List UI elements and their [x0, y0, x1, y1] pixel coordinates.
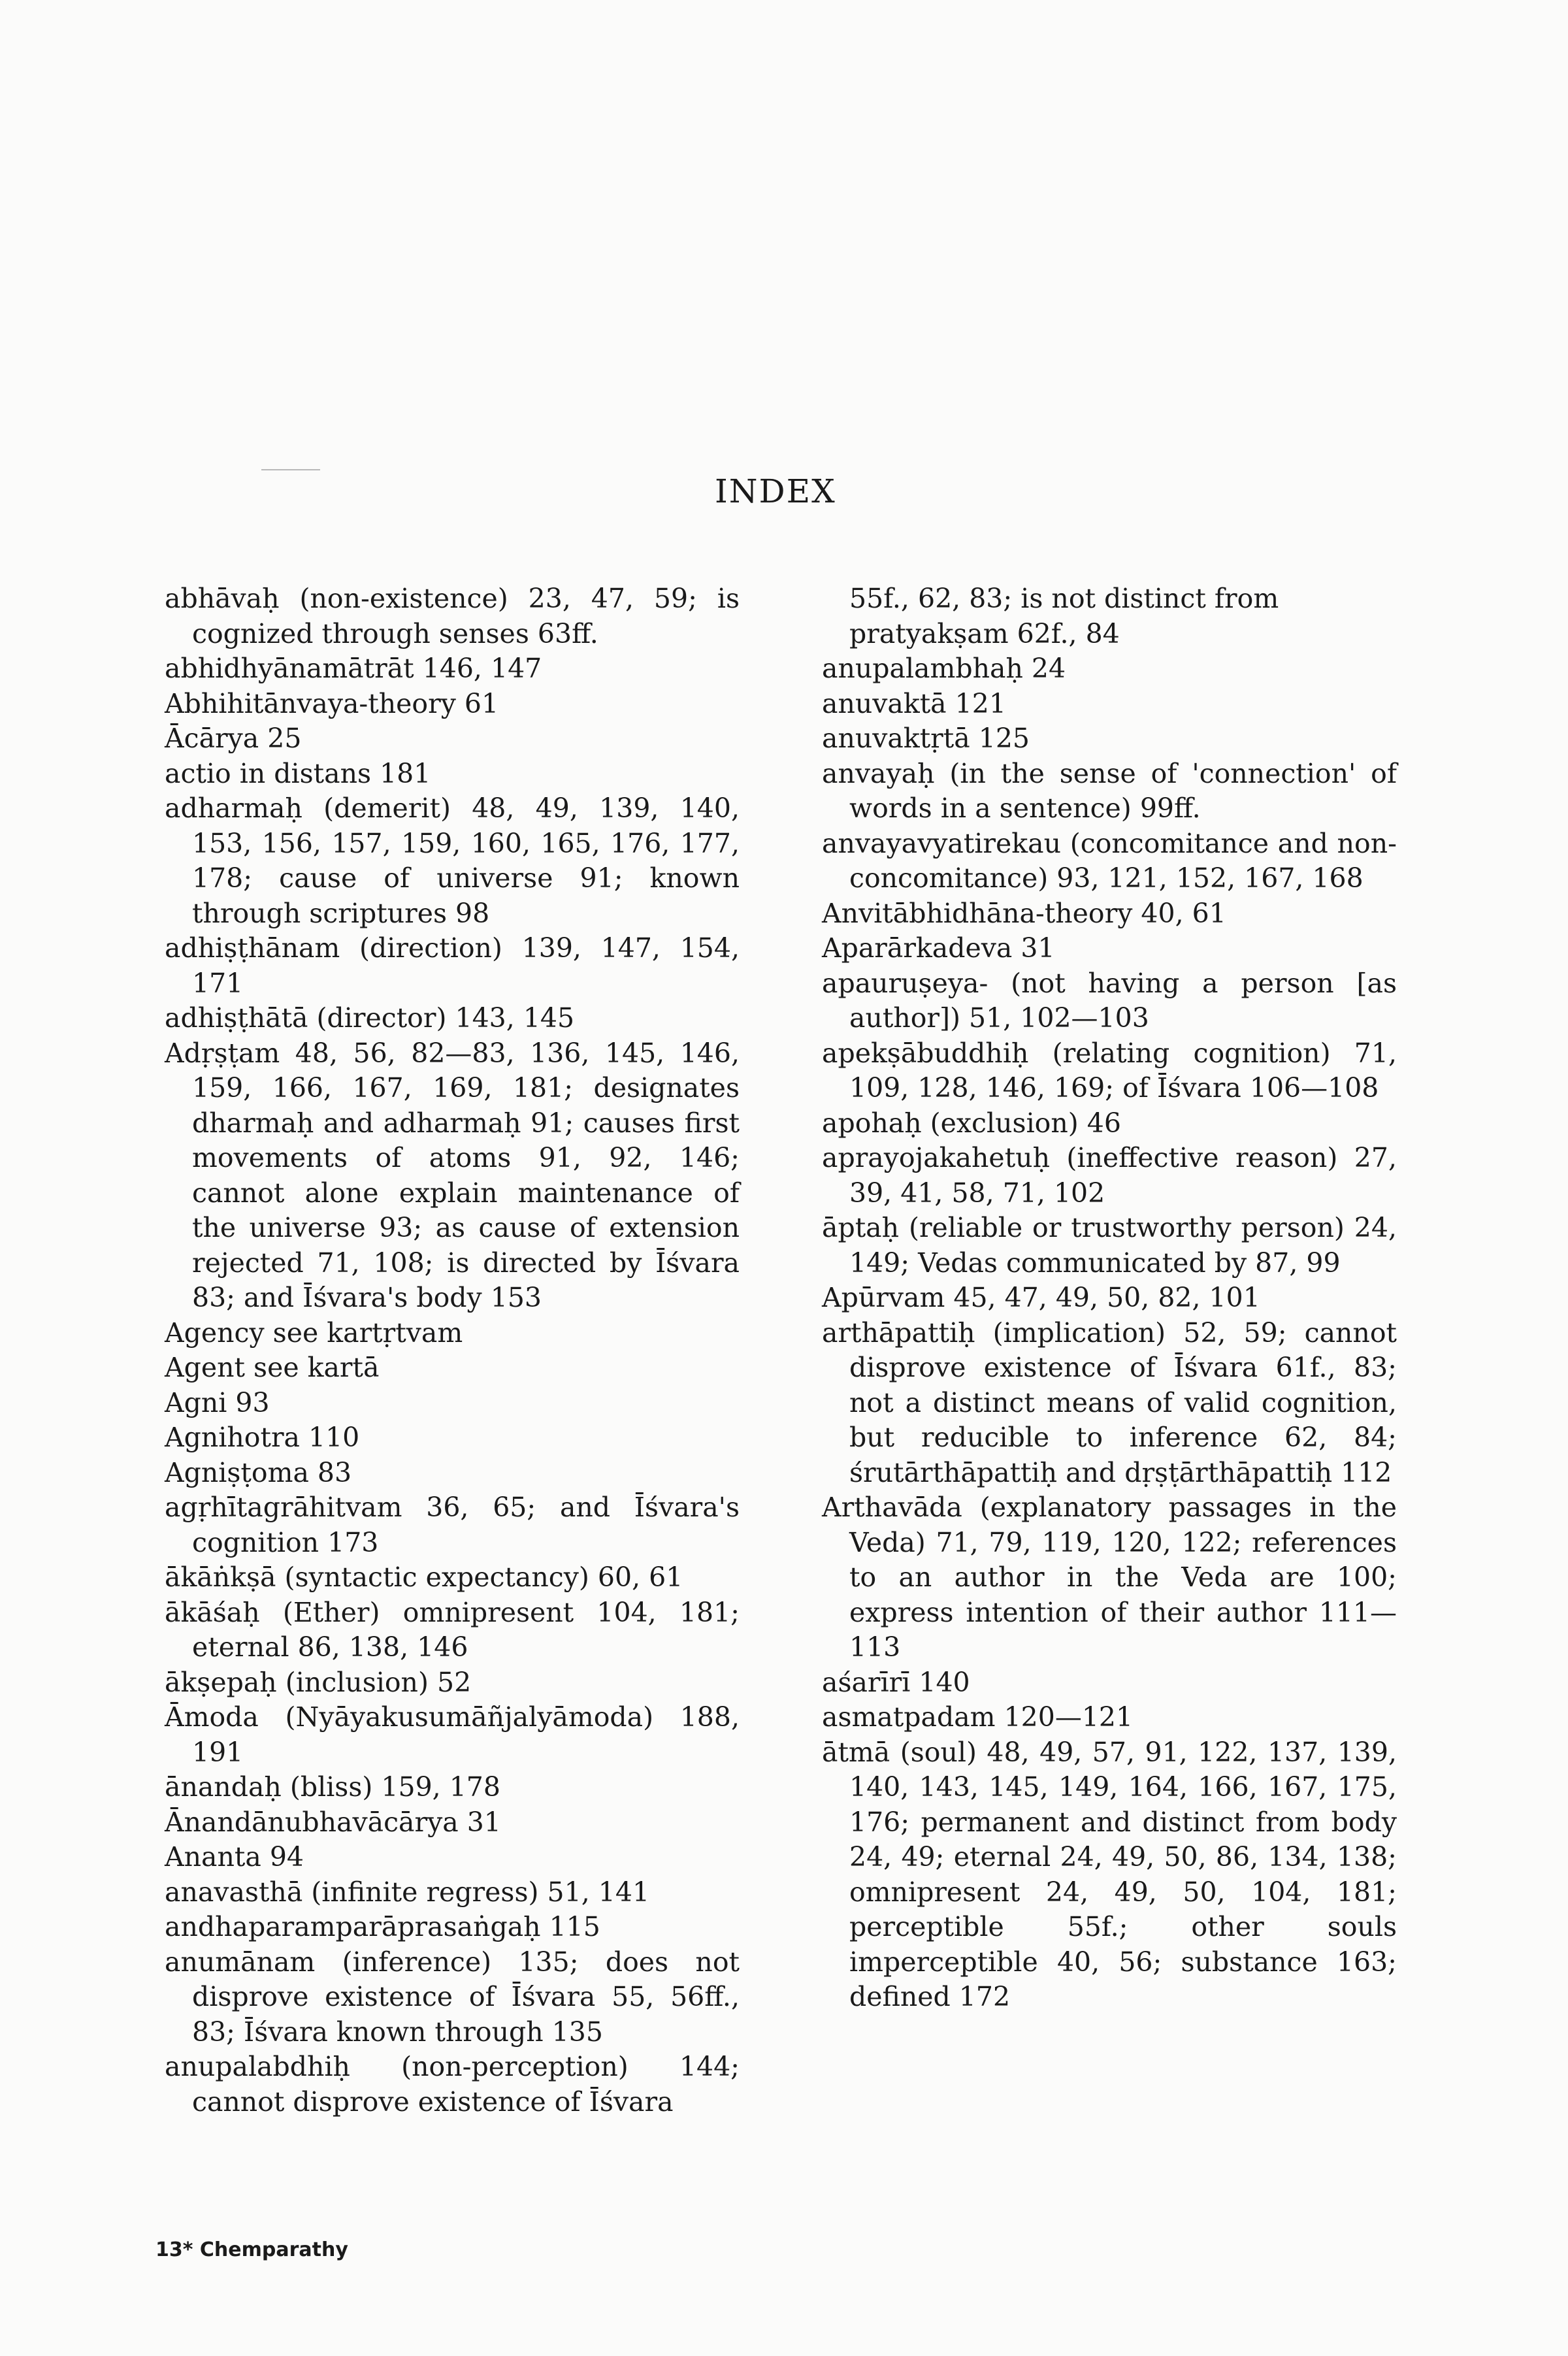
index-column-right	[822, 581, 1397, 2015]
index-entry: apekṣābuddhiḥ (relating cognition) 71, 109, 128, 146, 169; of Īśvara 106—108	[822, 1037, 1397, 1104]
index-entry: apauruṣeya- (not having a person [as author]) 51, 102—103	[822, 967, 1397, 1034]
index-entry: ākāṅkṣā (syntactic expectancy) 60, 61	[165, 1562, 683, 1593]
index-entry: āptaḥ (reliable or trustworthy person) 24, 149; Vedas communicated by 87, 99	[822, 1212, 1397, 1279]
index-entry: Apūrvam 45, 47, 49, 50, 82, 101	[822, 1282, 1260, 1313]
index-entry: Agnihotra 110	[165, 1422, 360, 1453]
index-entry: ākṣepaḥ (inclusion) 52	[165, 1666, 472, 1698]
index-entry: agṛhītagrāhitvam 36, 65; and Īśvara's cognition 173	[165, 1492, 740, 1558]
index-entry: anvayaḥ (in the sense of 'connection' of words in a sentence) 99ff.	[822, 757, 1397, 824]
index-entry: Abhihitānvaya-theory 61	[165, 687, 499, 719]
index-entry: ātmā (soul) 48, 49, 57, 91, 122, 137, 139, 140, 143, 145, 149, 164, 166, 167, 175, 176; permanent and distinct from body 24, 49; eternal 24, 49, 50, 86, 134, 138; omnipresent 24, 49, 50, 104, 181; perceptible 55f.; other souls imperceptible 40, 56; substance 163; defined 172	[822, 1736, 1397, 2012]
index-entry: arthāpattiḥ (implication) 52, 59; cannot disprove existence of Īśvara 61f., 83; not a distinct means of valid cognition, but reducible to inference 62, 84; śrutārthāpattiḥ and dṛṣṭārthāpattiḥ 112	[822, 1317, 1397, 1488]
index-entry: actio in distans 181	[165, 757, 431, 789]
index-entry: Agency see kartṛtvam	[165, 1317, 463, 1349]
index-entry: anavasthā (infinite regress) 51, 141	[165, 1876, 650, 1908]
index-entry: Anvitābhidhāna-theory 40, 61	[822, 897, 1226, 929]
index-entry: Agent see kartā	[165, 1352, 380, 1383]
index-entry: Āmoda (Nyāyakusumāñjalyāmoda) 188, 191	[165, 1701, 740, 1768]
index-entry: anuvaktā 121	[822, 687, 1006, 719]
index-entry: Aparārkadeva 31	[822, 932, 1055, 964]
scan-mark	[261, 469, 320, 470]
index-entry: anupalambhaḥ 24	[822, 653, 1066, 684]
index-entry: adharmaḥ (demerit) 48, 49, 139, 140, 153, 156, 157, 159, 160, 165, 176, 177, 178; cause of universe 91; known through scriptures 98	[165, 793, 740, 929]
index-entry: apohaḥ (exclusion) 46	[822, 1107, 1121, 1139]
index-entry: aprayojakahetuḥ (ineffective reason) 27, 39, 41, 58, 71, 102	[822, 1142, 1397, 1209]
index-entry: ākāśaḥ (Ether) omnipresent 104, 181; eternal 86, 138, 146	[165, 1596, 740, 1663]
index-column-left	[165, 581, 740, 2119]
index-entry: ānandaḥ (bliss) 159, 178	[165, 1771, 500, 1803]
index-entry: asmatpadam 120—121	[822, 1701, 1134, 1733]
index-entry: Ānandānubhavācārya 31	[165, 1806, 501, 1838]
index-entry: abhidhyānamātrāt 146, 147	[165, 653, 542, 684]
page-title: INDEX	[715, 472, 836, 510]
index-entry: Agniṣṭoma 83	[165, 1456, 352, 1488]
index-entry: anupalabdhiḥ (non-perception) 144; cannot disprove existence of Īśvara	[165, 2051, 740, 2118]
index-entry: Adṛṣṭam 48, 56, 82—83, 136, 145, 146, 159, 166, 167, 169, 181; designates dharmaḥ and adharmaḥ 91; causes first movements of atoms 91, 92, 146; cannot alone explain maintenance of the universe 93; as cause of extension rejected 71, 108; is directed by Īśvara 83; and Īśvara's body 153	[165, 1037, 740, 1313]
index-entry: Arthavāda (explanatory passages in the Veda) 71, 79, 119, 120, 122; references to an author in the Veda are 100; express intention of their author 111—113	[822, 1492, 1397, 1663]
index-entry: andhaparamparāprasaṅgaḥ 115	[165, 1911, 600, 1942]
index-entry: Ananta 94	[165, 1841, 304, 1873]
index-entry: Ācārya 25	[165, 723, 302, 754]
index-entry: anvayavyatirekau (concomitance and non-concomitance) 93, 121, 152, 167, 168	[822, 827, 1397, 894]
index-entry: anumānam (inference) 135; does not disprove existence of Īśvara 55, 56ff., 83; Īśvara known through 135	[165, 1946, 740, 2048]
index-entry-continuation: 55f., 62, 83; is not distinct from pratyakṣam 62f., 84	[849, 583, 1279, 649]
index-entry: adhiṣṭhānam (direction) 139, 147, 154, 171	[165, 932, 740, 999]
page-footer: 13* Chemparathy	[155, 2238, 348, 2261]
index-entry: aśarīrī 140	[822, 1666, 970, 1698]
index-entry: adhiṣṭhātā (director) 143, 145	[165, 1002, 575, 1034]
index-entry: anuvaktṛtā 125	[822, 723, 1030, 754]
index-entry: abhāvaḥ (non-existence) 23, 47, 59; is cognized through senses 63ff.	[165, 583, 740, 649]
index-entry: Agni 93	[165, 1386, 270, 1418]
